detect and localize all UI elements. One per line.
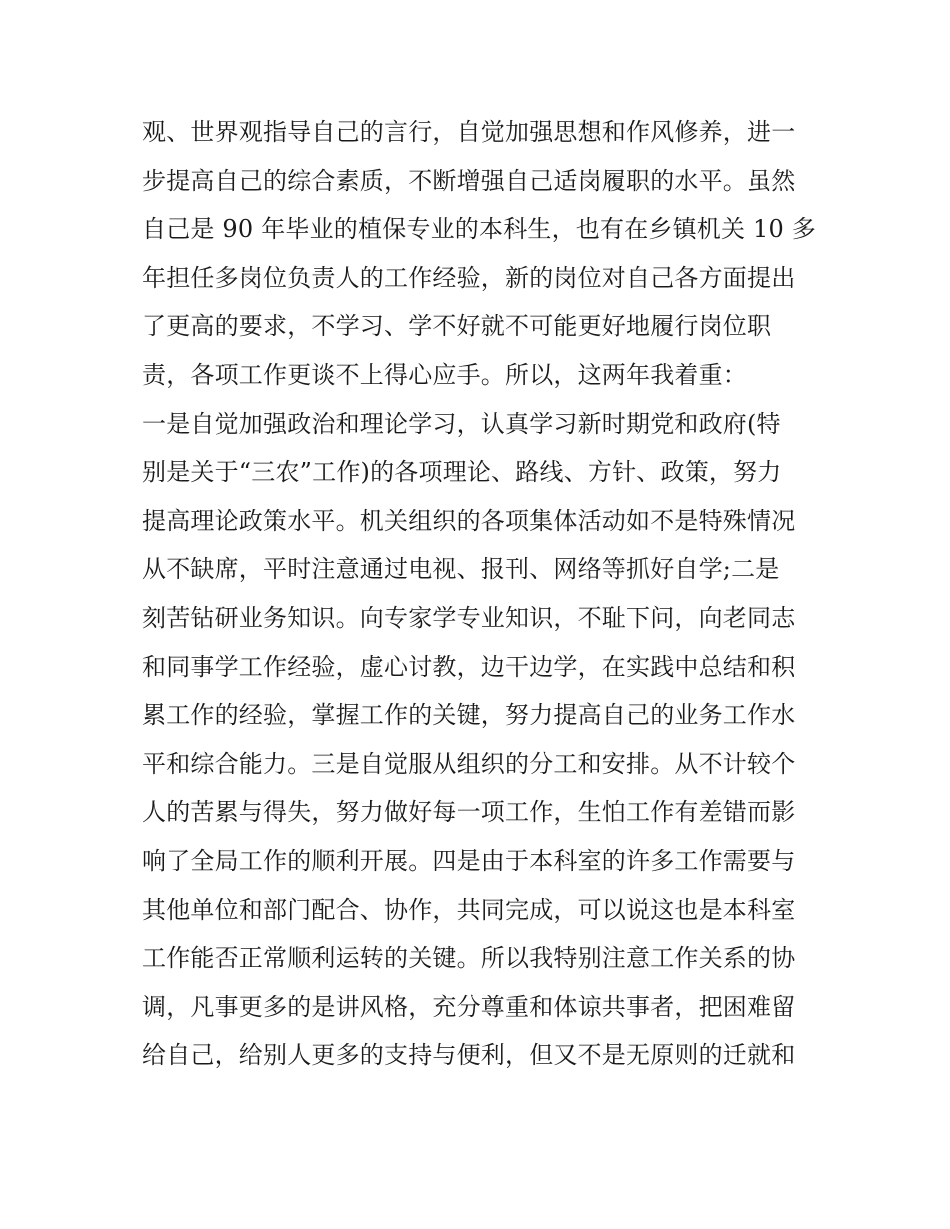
text-line: 了更高的要求，不学习、学不好就不可能更好地履行岗位职 — [142, 312, 772, 341]
text-line: 提高理论政策水平。机关组织的各项集体活动如不是特殊情况 — [142, 506, 796, 535]
text-line: 自己是 90 年毕业的植保专业的本科生，也有在乡镇机关 10 多 — [142, 215, 816, 244]
text-line: 观、世界观指导自己的言行，自觉加强思想和作风修养，进一 — [142, 118, 796, 146]
text-line: 给自己，给别人更多的支持与便利，但又不是无原则的迁就和 — [142, 1041, 796, 1070]
text-line: 刻苦钻研业务知识。向专家学专业知识，不耻下问，向老同志 — [142, 603, 796, 632]
text-line: 步提高自己的综合素质，不断增强自己适岗履职的水平。虽然 — [142, 166, 796, 195]
text-line: 累工作的经验，掌握工作的关键，努力提高自己的业务工作水 — [142, 701, 796, 730]
text-line: 响了全局工作的顺利开展。四是由于本科室的许多工作需要与 — [142, 846, 796, 875]
text-line: 人的苦累与得失，努力做好每一项工作，生怕工作有差错而影 — [142, 798, 796, 827]
body-text — [142, 108, 822, 1080]
text-line: 和同事学工作经验，虚心讨教，边干边学，在实践中总结和积 — [142, 652, 796, 681]
text-line: 年担任多岗位负责人的工作经验，新的岗位对自己各方面提出 — [142, 263, 796, 292]
text-line: 调，凡事更多的是讲风格，充分尊重和体谅共事者，把困难留 — [142, 992, 796, 1021]
text-line: 工作能否正常顺利运转的关键。所以我特别注意工作关系的协 — [142, 944, 796, 973]
text-line: 平和综合能力。三是自觉服从组织的分工和安排。从不计较个 — [142, 749, 796, 778]
text-line: 一是自觉加强政治和理论学习，认真学习新时期党和政府(特 — [142, 409, 781, 438]
text-line: 责，各项工作更谈不上得心应手。所以，这两年我着重： — [142, 360, 747, 389]
text-line: 别是关于“三农”工作)的各项理论、路线、方针、政策，努力 — [142, 458, 782, 487]
text-line: 从不缺席，平时注意通过电视、报刊、网络等抓好自学;二是 — [142, 555, 780, 584]
text-line: 其他单位和部门配合、协作，共同完成，可以说这也是本科室 — [142, 895, 796, 924]
